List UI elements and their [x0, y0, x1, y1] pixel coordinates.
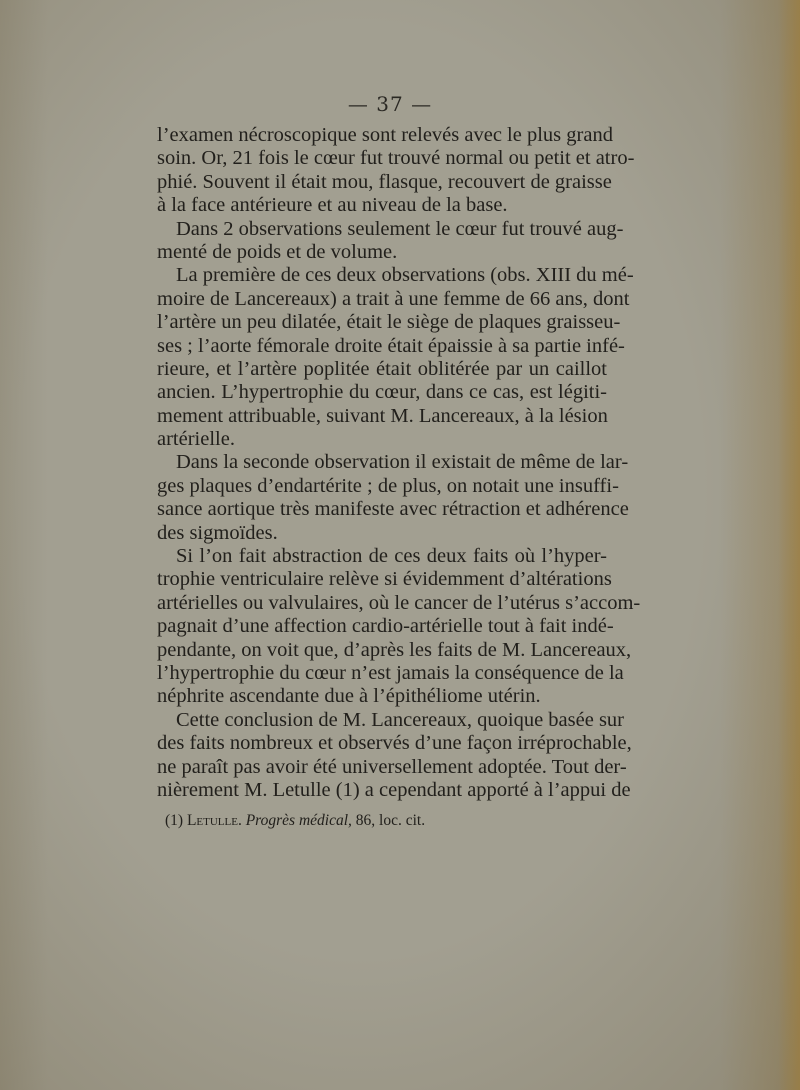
footnote-author: Letulle.: [186, 812, 242, 829]
text-line: des faits nombreux et observés d’une façon irréprochable,: [157, 732, 632, 755]
text-line: artérielles ou valvulaires, où le cancer de l’utérus s’accom-: [157, 591, 641, 614]
text-line: menté de poids et de volume.: [157, 240, 398, 263]
text-line: mement attribuable, suivant M. Lancereaux, à la lésion: [157, 404, 608, 427]
text-line: ses ; l’aorte fémorale droite était épaissie à sa partie infé-: [157, 334, 625, 357]
text-line: des sigmoïdes.: [157, 521, 278, 544]
text-line: trophie ventriculaire relève si évidemment d’altérations: [157, 568, 612, 591]
text-line: l’examen nécroscopique sont relevés avec le plus grand: [157, 124, 613, 146]
text-line: pagnait d’une affection cardio-artérielle tout à fait indé-: [157, 615, 614, 638]
text-line: Dans la seconde observation il existait de même de lar-: [176, 451, 629, 474]
text-line: à la face antérieure et au niveau de la base.: [157, 194, 508, 217]
text-line: sance aortique très manifeste avec rétraction et adhérence: [157, 498, 629, 521]
page-edge-shading: [778, 0, 800, 1090]
text-line: ne paraît pas avoir été universellement adoptée. Tout der-: [157, 755, 627, 778]
page-number: — 37 —: [347, 92, 433, 116]
footnote: [165, 812, 425, 830]
text-line: Dans 2 observations seulement le cœur fut trouvé aug-: [176, 217, 624, 240]
text-line: La première de ces deux observations (obs. XIII du mé-: [176, 264, 634, 287]
text-line: nièrement M. Letulle (1) a cependant apporté à l’appui de: [157, 778, 631, 801]
text-line: rieure, et l’artère poplitée était oblitérée par un caillot: [157, 357, 607, 380]
text-line: l’artère un peu dilatée, était le siège de plaques graisseu-: [157, 311, 621, 334]
body-text: [157, 124, 641, 802]
text-line: néphrite ascendante due à l’épithéliome utérin.: [157, 685, 541, 708]
text-line: moire de Lancereaux) a trait à une femme de 66 ans, dont: [157, 287, 630, 310]
text-line: pendante, on voit que, d’après les faits de M. Lancereaux,: [157, 638, 632, 661]
footnote-journal: Progrès médical,: [245, 812, 352, 829]
text-line: soin. Or, 21 fois le cœur fut trouvé normal ou petit et atro-: [157, 147, 635, 170]
text-line: ges plaques d’endartérite ; de plus, on notait une insuffi-: [157, 474, 619, 497]
text-line: Cette conclusion de M. Lancereaux, quoique basée sur: [176, 708, 624, 731]
text-line: phié. Souvent il était mou, flasque, recouvert de graisse: [157, 170, 612, 193]
text-line: ancien. L’hypertrophie du cœur, dans ce cas, est légiti-: [157, 381, 607, 404]
text-line: Si l’on fait abstraction de ces deux faits où l’hyper-: [176, 545, 607, 568]
text-line: artérielle.: [157, 428, 235, 451]
footnote-marker: (1): [165, 812, 184, 829]
text-line: l’hypertrophie du cœur n’est jamais la conséquence de la: [157, 661, 624, 684]
footnote-reference: 86, loc. cit.: [355, 812, 426, 829]
